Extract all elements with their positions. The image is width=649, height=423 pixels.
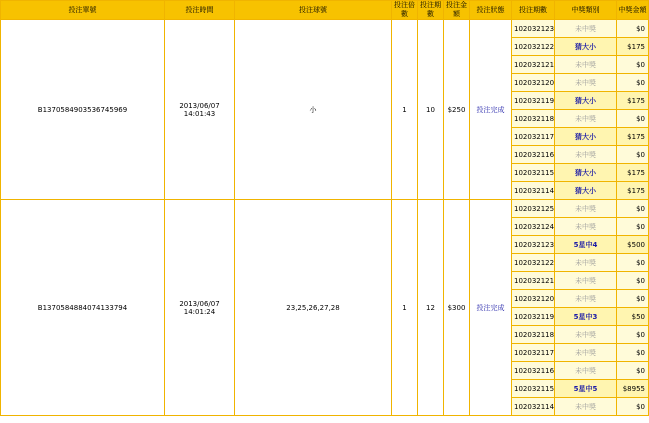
draw-prize: $0 <box>617 290 649 308</box>
header-category: 中獎類別 <box>555 1 617 20</box>
draw-prize: $0 <box>617 200 649 218</box>
draw-period: 102032117 <box>512 128 555 146</box>
header-periods: 投注期數 <box>418 1 444 20</box>
bet-multiple: 1 <box>392 20 418 200</box>
draw-prize: $175 <box>617 128 649 146</box>
draw-category: 未中獎 <box>555 362 617 380</box>
draw-period: 102032123 <box>512 20 555 38</box>
bet-records-body <box>1 20 649 416</box>
header-prize: 中獎金額 <box>617 1 649 20</box>
order-time <box>165 200 235 416</box>
draw-category: 未中獎 <box>555 218 617 236</box>
draw-prize: $0 <box>617 344 649 362</box>
draw-category: 未中獎 <box>555 74 617 92</box>
draw-category: 5星中3 <box>555 308 617 326</box>
bet-status: 投注完成 <box>470 20 512 200</box>
draw-category: 未中獎 <box>555 398 617 416</box>
draw-period: 102032120 <box>512 290 555 308</box>
draw-prize: $0 <box>617 56 649 74</box>
draw-category: 猜大小 <box>555 164 617 182</box>
draw-period: 102032115 <box>512 380 555 398</box>
draw-period: 102032122 <box>512 254 555 272</box>
draw-category: 未中獎 <box>555 146 617 164</box>
draw-period: 102032114 <box>512 182 555 200</box>
draw-prize: $0 <box>617 254 649 272</box>
draw-prize: $175 <box>617 38 649 56</box>
header-status: 投注狀態 <box>470 1 512 20</box>
order-date: 2013/06/07 <box>179 299 220 308</box>
draw-category: 未中獎 <box>555 272 617 290</box>
draw-category: 猜大小 <box>555 128 617 146</box>
header-number: 投注球號 <box>235 1 392 20</box>
draw-period: 102032121 <box>512 56 555 74</box>
draw-period: 102032115 <box>512 164 555 182</box>
draw-prize: $0 <box>617 74 649 92</box>
order-number: B1370584884074133794 <box>1 200 165 416</box>
bet-period-count: 10 <box>418 20 444 200</box>
draw-period: 102032117 <box>512 344 555 362</box>
draw-prize: $0 <box>617 326 649 344</box>
draw-category: 未中獎 <box>555 290 617 308</box>
bet-period-count: 12 <box>418 200 444 416</box>
bet-amount: $250 <box>444 20 470 200</box>
draw-prize: $0 <box>617 398 649 416</box>
draw-prize: $175 <box>617 182 649 200</box>
draw-period: 102032119 <box>512 92 555 110</box>
draw-row <box>1 20 649 38</box>
draw-period: 102032116 <box>512 362 555 380</box>
draw-prize: $0 <box>617 272 649 290</box>
draw-category: 未中獎 <box>555 200 617 218</box>
order-number: B1370584903536745969 <box>1 20 165 200</box>
order-clock-time: 14:01:43 <box>183 109 216 118</box>
draw-category: 未中獎 <box>555 326 617 344</box>
header-row <box>1 1 649 20</box>
bet-numbers: 23,25,26,27,28 <box>235 200 392 416</box>
draw-period: 102032123 <box>512 236 555 254</box>
draw-prize: $0 <box>617 146 649 164</box>
order-date: 2013/06/07 <box>179 101 220 110</box>
order-time <box>165 20 235 200</box>
draw-category: 猜大小 <box>555 38 617 56</box>
bet-numbers: 小 <box>235 20 392 200</box>
draw-prize: $50 <box>617 308 649 326</box>
draw-period: 102032118 <box>512 326 555 344</box>
header-multiple: 投注倍數 <box>392 1 418 20</box>
bet-multiple: 1 <box>392 200 418 416</box>
draw-prize: $0 <box>617 362 649 380</box>
draw-prize: $175 <box>617 164 649 182</box>
draw-period: 102032125 <box>512 200 555 218</box>
draw-category: 未中獎 <box>555 344 617 362</box>
header-order-no: 投注單號 <box>1 1 165 20</box>
draw-prize: $175 <box>617 92 649 110</box>
draw-row <box>1 200 649 218</box>
draw-category: 未中獎 <box>555 110 617 128</box>
draw-period: 102032121 <box>512 272 555 290</box>
draw-category: 未中獎 <box>555 20 617 38</box>
draw-prize: $500 <box>617 236 649 254</box>
draw-category: 猜大小 <box>555 92 617 110</box>
header-time: 投注時間 <box>165 1 235 20</box>
draw-period: 102032118 <box>512 110 555 128</box>
draw-category: 未中獎 <box>555 56 617 74</box>
header-period-no: 投注期數 <box>512 1 555 20</box>
bet-amount: $300 <box>444 200 470 416</box>
draw-category: 5星中5 <box>555 380 617 398</box>
draw-period: 102032116 <box>512 146 555 164</box>
draw-period: 102032120 <box>512 74 555 92</box>
draw-category: 未中獎 <box>555 254 617 272</box>
draw-category: 5星中4 <box>555 236 617 254</box>
draw-prize: $0 <box>617 218 649 236</box>
draw-period: 102032119 <box>512 308 555 326</box>
bet-status: 投注完成 <box>470 200 512 416</box>
draw-prize: $0 <box>617 110 649 128</box>
order-clock-time: 14:01:24 <box>183 307 216 316</box>
draw-period: 102032114 <box>512 398 555 416</box>
draw-period: 102032122 <box>512 38 555 56</box>
draw-category: 猜大小 <box>555 182 617 200</box>
draw-prize: $8955 <box>617 380 649 398</box>
draw-prize: $0 <box>617 20 649 38</box>
draw-period: 102032124 <box>512 218 555 236</box>
header-amount: 投注金額 <box>444 1 470 20</box>
